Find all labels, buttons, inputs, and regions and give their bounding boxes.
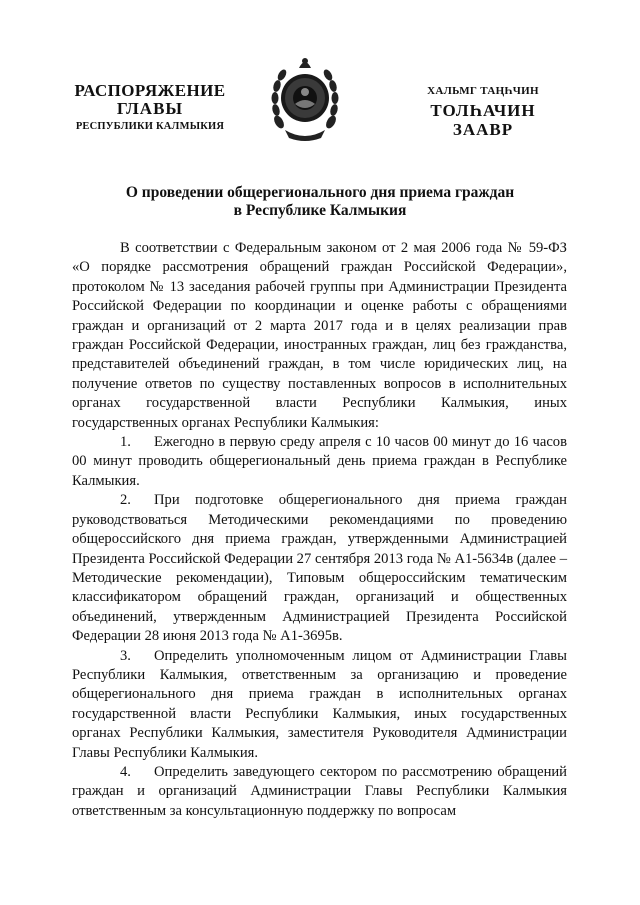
item-number: 3. xyxy=(120,647,131,664)
header-russian-line1: РАСПОРЯЖЕНИЕ xyxy=(74,81,226,100)
item-paragraph-1 xyxy=(72,433,567,491)
document-title xyxy=(80,184,560,220)
preamble-paragraph: В соответствии с Федеральным законом от 2 мая 2006 года № 59-ФЗ «О порядке рассмотрения обращений граждан Российской Федерации», протоколом № 13 заседания рабочей группы при Администрации Президента Российской Федерации по координации и оценке работы с обращениями граждан и организаций от 2 марта 2017 года и в целях реализации прав граждан Российской Федерации, иностранных граждан, лиц без гражданства, представителей объединений граждан, в том числе юридических лиц, на получение ответов по существу поставленных вопросов в исполнительных органах государственной власти Республики Калмыкия, иных государственных органах Республики Калмыкия: xyxy=(72,240,567,431)
title-line1: О проведении общерегионального дня приема граждан xyxy=(125,184,515,201)
item-paragraph-3 xyxy=(72,647,567,763)
item-number: 2. xyxy=(120,492,131,509)
header-kalmyk-line2: ТОЛҺАЧИН xyxy=(430,101,536,120)
item-number: 4. xyxy=(120,763,131,780)
header-kalmyk-line1: ХАЛЬМГ ТАҢҺЧИН xyxy=(427,85,539,97)
item-text: Определить заведующего сектором по рассмотрению обращений граждан и организаций Администрации Главы Республики Калмыкия ответственным за консультационную поддержку по вопросам xyxy=(72,763,567,819)
item-text: При подготовке общерегионального дня приема граждан руководствоваться Методическими рекомендациями по проведению общероссийского дня приема граждан, утвержденными Администрацией Президента Российской Федерации 27 сентября 2013 года № А1-5634в (далее – Методические рекомендации), Типовым общероссийским тематическим классификатором обращений граждан, организаций и общественных объединений, утвержденным Администрацией Президента Российской Федерации 28 июня 2013 года № А1-3695в. xyxy=(72,492,567,645)
item-paragraph-2 xyxy=(72,491,567,646)
coat-of-arms-kalmykia-icon xyxy=(271,52,339,144)
item-text: Ежегодно в первую среду апреля с 10 часов 00 минут до 16 часов 00 минут проводить общерегиональный день приема граждан в Республике Калмыкия. xyxy=(72,434,567,489)
header-kalmyk-line3: ЗААВР xyxy=(452,120,514,139)
document-body xyxy=(72,239,567,821)
header-russian-line3: РЕСПУБЛИКИ КАЛМЫКИЯ xyxy=(75,121,225,132)
title-line2: в Республике Калмыкия xyxy=(233,202,407,219)
item-text: Определить уполномоченным лицом от Администрации Главы Республики Калмыкия, ответственным за организацию и проведение общерегионального дня приема граждан в исполнительных органах государственной власти Республики Калмыкия, иных государственных органах Республики Калмыкия, заместителя Руководителя Администрации Главы Республики Калмыкия. xyxy=(72,647,567,761)
item-paragraph-4 xyxy=(72,763,567,821)
item-number: 1. xyxy=(120,434,131,451)
header-kalmyk xyxy=(408,82,558,139)
header-russian-line2: ГЛАВЫ xyxy=(116,99,184,118)
header-russian xyxy=(68,82,232,136)
